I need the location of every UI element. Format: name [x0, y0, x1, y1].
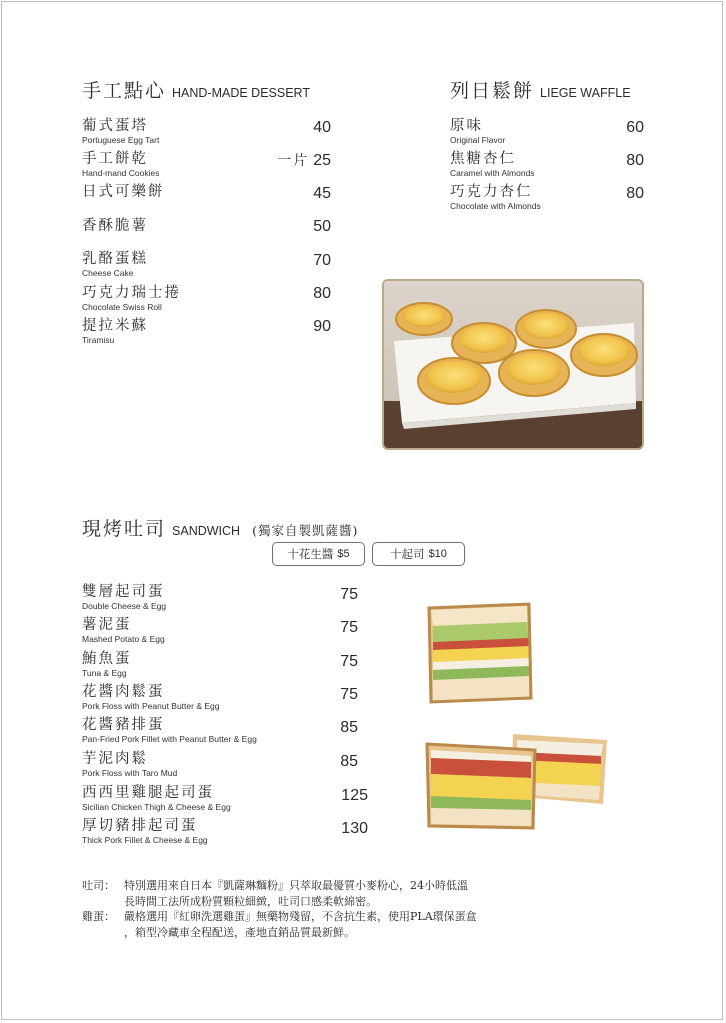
waffle-item-chocolate: [450, 184, 541, 211]
sandwich-item-name: 花醬肉鬆蛋: [82, 684, 165, 700]
sandwich-item-taro: [82, 751, 177, 778]
dessert-item-swiss-roll: [82, 285, 181, 312]
sandwich-title-en: SANDWICH: [172, 524, 241, 538]
sandwich-item-tuna: [82, 651, 132, 678]
sandwich-photo-bottom: [423, 730, 611, 832]
addon-label: 十花生醬: [287, 547, 334, 561]
addon-price: $10: [428, 548, 447, 560]
dessert-item-name-en: Portuguese Egg Tart: [82, 135, 160, 145]
dessert-item-name: 手工餅乾: [82, 151, 148, 167]
waffle-item-price: 80: [626, 185, 644, 202]
waffle-item-name: 原味: [450, 118, 483, 134]
dessert-title-zh: 手工點心: [82, 80, 167, 102]
egg-note-line2: ，箱型冷藏車全程配送，產地直銷品質最新鮮。: [124, 925, 355, 939]
addon-price: $5: [337, 548, 350, 560]
dessert-item-egg-tart: [82, 118, 159, 145]
dessert-section-title: [82, 76, 310, 103]
dessert-item-name: 香酥脆薯: [82, 218, 148, 234]
waffle-title-en: LIEGE WAFFLE: [540, 86, 631, 100]
sandwich-illustration: [423, 730, 611, 832]
toast-note-line1: 特別選用來自日本『凱薩琳麵粉』只萃取最優質小麥粉心，24小時低溫: [124, 879, 468, 892]
egg-tart-illustration: [384, 281, 642, 448]
sandwich-item-price: 75: [340, 653, 358, 670]
egg-note-line1: 嚴格選用『紅卵洗選雞蛋』無藥物殘留，不含抗生素，使用PLA環保蛋盒: [124, 910, 477, 923]
sandwich-item-price: 85: [340, 753, 358, 770]
dessert-item-tiramisu: [82, 318, 148, 345]
sandwich-item-name-en: Pork Floss with Peanut Butter & Egg: [82, 701, 220, 711]
sandwich-item-price: 130: [341, 820, 368, 837]
sandwich-item-price: 75: [340, 686, 358, 703]
sandwich-item-name: 厚切豬排起司蛋: [82, 818, 198, 834]
waffle-item-price: 80: [626, 152, 644, 169]
dessert-item-price: 80: [313, 285, 331, 302]
dessert-item-fries: [82, 218, 148, 235]
sandwich-section-title: [82, 514, 358, 541]
dessert-item-croquette: [82, 184, 165, 201]
dessert-title-en: HAND-MADE DESSERT: [172, 86, 310, 100]
egg-note-row: [82, 909, 477, 925]
sandwich-item-name: 雙層起司蛋: [82, 584, 165, 600]
addon-peanut-butter: [272, 542, 365, 566]
sandwich-item-double-cheese: [82, 584, 166, 611]
dessert-item-price: 45: [313, 185, 331, 202]
sandwich-item-name-en: Pan-Fried Pork Fillet with Peanut Butter & Egg: [82, 734, 257, 744]
sandwich-item-name-en: Sicilian Chicken Thigh & Cheese & Egg: [82, 802, 231, 812]
dessert-item-name-en: Cheese Cake: [82, 268, 134, 278]
dessert-item-price: 90: [313, 318, 331, 335]
sandwich-item-name: 芋泥肉鬆: [82, 751, 148, 767]
waffle-item-name-en: Caramel with Almonds: [450, 168, 535, 178]
dessert-item-name: 葡式蛋塔: [82, 118, 148, 134]
toast-note-row-2: [82, 894, 477, 910]
dessert-item-price-row: [277, 152, 331, 170]
sandwich-item-price: 75: [340, 586, 358, 603]
waffle-item-name: 焦糖杏仁: [450, 151, 516, 167]
dessert-item-name-en: Tiramisu: [82, 335, 115, 345]
sandwich-item-name-en: Pork Floss with Taro Mud: [82, 768, 178, 778]
addon-label: 十起司: [390, 547, 425, 561]
waffle-item-price: 60: [626, 119, 644, 136]
toast-note-line2: 長時間工法所成粉質顆粒細緻，吐司口感柔軟綿密。: [124, 894, 377, 908]
sandwich-item-name: 薯泥蛋: [82, 617, 132, 633]
dessert-item-cookies: [82, 151, 159, 178]
dessert-item-price: 50: [313, 218, 331, 235]
addon-cheese: [372, 542, 465, 566]
waffle-item-name-en: Original Flavor: [450, 135, 506, 145]
egg-note-row-2: [82, 925, 477, 941]
dessert-item-name: 日式可樂餅: [82, 184, 165, 200]
waffle-title-zh: 列日鬆餅: [450, 80, 535, 102]
dessert-item-name-en: Hand-mand Cookies: [82, 168, 160, 178]
dessert-item-cheese-cake: [82, 251, 148, 278]
waffle-item-name-en: Chocolate with Almonds: [450, 201, 541, 211]
sandwich-item-name-en: Mashed Potato & Egg: [82, 634, 165, 644]
sandwich-item-name: 花醬豬排蛋: [82, 717, 165, 733]
dessert-item-name: 巧克力瑞士捲: [82, 285, 181, 301]
sandwich-photo-top: [423, 598, 535, 706]
toast-note-row: [82, 878, 477, 894]
sandwich-illustration: [423, 598, 535, 706]
dessert-item-price: 70: [313, 252, 331, 269]
sandwich-item-name: 西西里雞腿起司蛋: [82, 785, 214, 801]
toast-note-label: 吐司：: [82, 879, 115, 892]
dessert-item-name: 提拉米蘇: [82, 318, 148, 334]
sandwich-item-name-en: Tuna & Egg: [82, 668, 127, 678]
sandwich-item-pork-floss-peanut: [82, 684, 219, 711]
price-prefix: 一片: [277, 153, 310, 169]
dessert-item-name-en: Chocolate Swiss Roll: [82, 302, 162, 312]
dessert-item-price: 40: [313, 119, 331, 136]
sandwich-item-pork-fillet-peanut: [82, 717, 257, 744]
sandwich-item-thick-pork: [82, 818, 208, 845]
sandwich-item-price: 125: [341, 787, 368, 804]
waffle-section-title: [450, 76, 631, 103]
sandwich-item-price: 75: [340, 619, 358, 636]
sandwich-item-sicilian-chicken: [82, 785, 231, 812]
sandwich-title-zh: 現烤吐司: [82, 518, 167, 540]
waffle-item-name: 巧克力杏仁: [450, 184, 533, 200]
egg-note-label: 雞蛋：: [82, 910, 115, 923]
dessert-item-price: 25: [313, 152, 331, 169]
dessert-item-name: 乳酪蛋糕: [82, 251, 148, 267]
waffle-item-caramel: [450, 151, 535, 178]
sandwich-item-mashed-potato: [82, 617, 165, 644]
ingredient-notes: [82, 878, 477, 940]
sandwich-title-note: (獨家自製凱薩醬): [252, 523, 359, 538]
sandwich-item-price: 85: [340, 719, 358, 736]
sandwich-item-name-en: Thick Pork Fillet & Cheese & Egg: [82, 835, 208, 845]
egg-tart-photo: [382, 279, 644, 450]
sandwich-item-name-en: Double Cheese & Egg: [82, 601, 167, 611]
sandwich-item-name: 鮪魚蛋: [82, 651, 132, 667]
waffle-item-original: [450, 118, 505, 145]
